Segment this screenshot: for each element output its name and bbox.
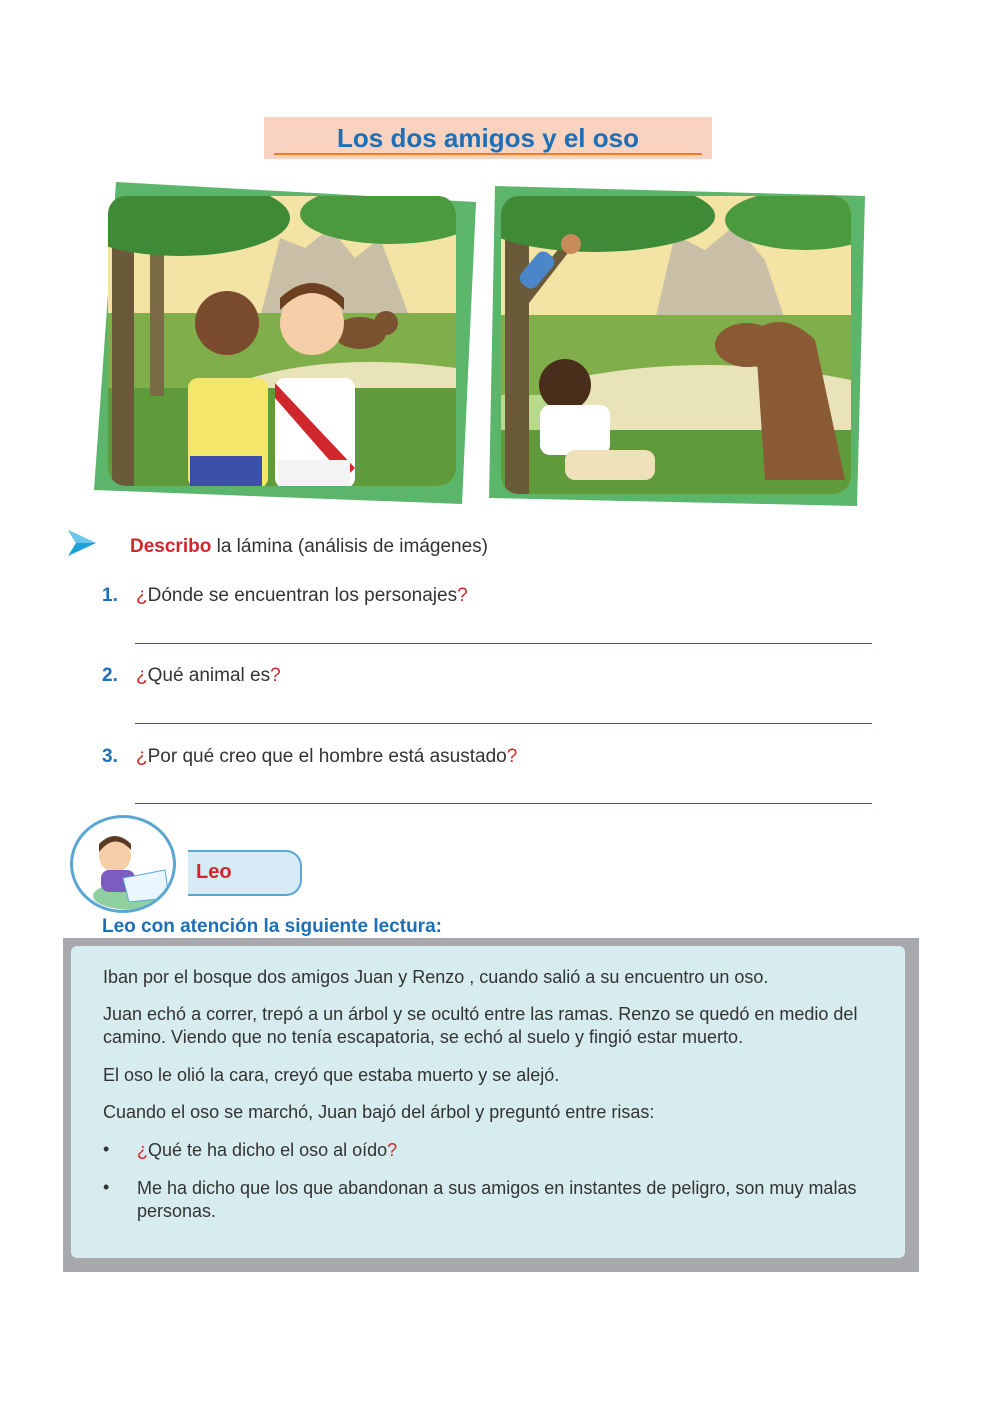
arrow-bullet-icon [66,528,98,558]
illustration-bear [485,180,870,510]
question-text: Por qué creo que el hombre está asustado [147,746,507,767]
dialogue-text: Qué te ha dicho el oso al oído [148,1140,388,1160]
reading-paragraph-2: Juan echó a correr, trepó a un árbol y se ocultó entre las ramas. Renzo se quedó en medio del camino. Viendo que no tenía escapatoria, se echó al suelo y fingió estar muerto. [103,1004,858,1047]
dialogue-close-mark: ? [387,1140,398,1160]
dialogue-open-mark: ¿ [137,1140,148,1160]
answer-line-2[interactable] [135,723,872,724]
reading-paragraph-3: El oso le olió la cara, creyó que estaba muerto y se alejó. [103,1065,560,1085]
reading-child-icon [70,815,176,913]
question-text: Dónde se encuentran los personajes [147,585,458,606]
question-number: 2. [102,665,118,686]
dialogue-line-2: Me ha dicho que los que abandonan a sus amigos en instantes de peligro, son muy malas personas. [137,1178,857,1221]
section-heading-emphasis: Describo [130,536,212,557]
question-close-mark: ? [457,585,468,606]
reading-box [71,946,905,1258]
leo-label: Leo [196,861,232,883]
question-close-mark: ? [270,665,281,686]
leo-badge [70,815,305,910]
question-number: 1. [102,585,118,606]
question-2 [102,665,281,687]
title-band [264,117,712,159]
section-heading [130,536,488,558]
section-heading-text: la lámina (análisis de imágenes) [211,536,488,557]
title-underline [274,153,702,155]
question-3 [102,746,517,768]
page-title: Los dos amigos y el oso [337,123,639,153]
question-open-mark: ¿ [136,746,148,767]
answer-line-3[interactable] [135,803,872,804]
reading-paragraph-1: Iban por el bosque dos amigos Juan y Renzo , cuando salió a su encuentro un oso. [103,967,769,987]
question-number: 3. [102,746,118,767]
question-open-mark: ¿ [136,585,148,606]
dialogue-line-1 [137,1139,877,1162]
answer-line-1[interactable] [135,643,872,644]
bullet-dot: • [103,1177,110,1197]
reading-frame [63,938,919,1272]
illustration-friends [90,178,480,508]
bullet-dot: • [103,1139,110,1159]
question-text: Qué animal es [147,665,271,686]
reading-intro: Leo con atención la siguiente lectura: [102,916,442,937]
question-1 [102,585,468,607]
question-open-mark: ¿ [136,665,148,686]
reading-paragraph-4: Cuando el oso se marchó, Juan bajó del árbol y preguntó entre risas: [103,1102,655,1122]
question-close-mark: ? [506,746,518,767]
